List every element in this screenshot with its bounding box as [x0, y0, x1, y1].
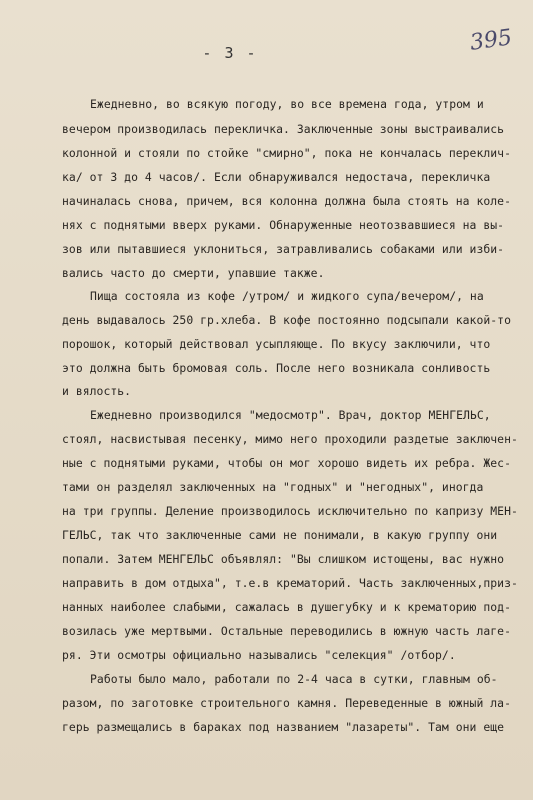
page-number: - 3 - — [202, 44, 258, 62]
text-line: это должна быть бромовая соль. После него возникала сонливость — [62, 361, 491, 375]
text-line: вечером производилась перекличка. Заключенные зоны выстраивались — [62, 122, 505, 136]
text-line: день выдавалось 250 гр.хлеба. В кофе постоянно подсыпали какой-то — [62, 313, 512, 327]
text-line: возилась уже мертвыми. Остальные переводились в южную часть лаге- — [62, 624, 512, 638]
text-line: попали. Затем МЕНГЕЛЬС объявлял: "Вы слишком истощены, вас нужно — [62, 552, 505, 566]
archive-folio-number: 395 — [468, 25, 514, 56]
text-line: колонной и стояли по стойке "смирно", пока не кончалась переклич- — [62, 146, 512, 160]
text-line: Ежедневно производился "медосмотр". Врач, доктор МЕНГЕЛЬС, — [90, 408, 491, 422]
text-line: нях с поднятыми вверх руками. Обнаруженные неотозвавшиеся на вы- — [62, 218, 505, 232]
text-line: направить в дом отдыха", т.е.в крематорий. Часть заключенных,приз- — [62, 576, 518, 590]
text-line: ные с поднятыми руками, чтобы он мог хорошо видеть их ребра. Жес- — [62, 456, 512, 470]
text-line: стоял, насвистывая песенку, мимо него проходили раздетые заключен- — [62, 432, 518, 446]
text-line: разом, по заготовке строительного камня. Переведенные в южный ла- — [62, 696, 512, 710]
text-line: вались часто до смерти, упавшие также. — [62, 266, 325, 280]
text-line: герь размещались в бараках под названием "лазареты". Там они еще — [62, 720, 505, 734]
text-line: на три группы. Деление производилось исключительно по капризу МЕН- — [62, 504, 518, 518]
text-line: Работы было мало, работали по 2-4 часа в сутки, главным об- — [90, 672, 498, 686]
text-line: ГЕЛЬС, так что заключенные сами не понимали, в какую группу они — [62, 528, 498, 542]
text-line: Ежедневно, во всякую погоду, во все времена года, утром и — [90, 97, 484, 111]
text-line: ка/ от 3 до 4 часов/. Если обнаруживался недостача, перекличка — [62, 170, 491, 184]
text-line: ря. Эти осмотры официально назывались "селекция" /отбор/. — [62, 648, 456, 662]
text-line: порошок, который действовал усыпляюще. По вкусу заключили, что — [62, 337, 491, 351]
text-line: нанных наиболее слабыми, сажалась в душегубку и к крематорию под- — [62, 600, 512, 614]
text-line: Пища состояла из кофе /утром/ и жидкого супа/вечером/, на — [90, 289, 484, 303]
text-line: начиналась снова, причем, вся колонна должна была стоять на коле- — [62, 194, 512, 208]
text-line: зов или пытавшиеся уклониться, затравливались собаками или изби- — [62, 242, 505, 256]
text-line: тами он разделял заключенных на "годных" и "негодных", иногда — [62, 480, 484, 494]
text-line: и вялость. — [62, 384, 132, 398]
